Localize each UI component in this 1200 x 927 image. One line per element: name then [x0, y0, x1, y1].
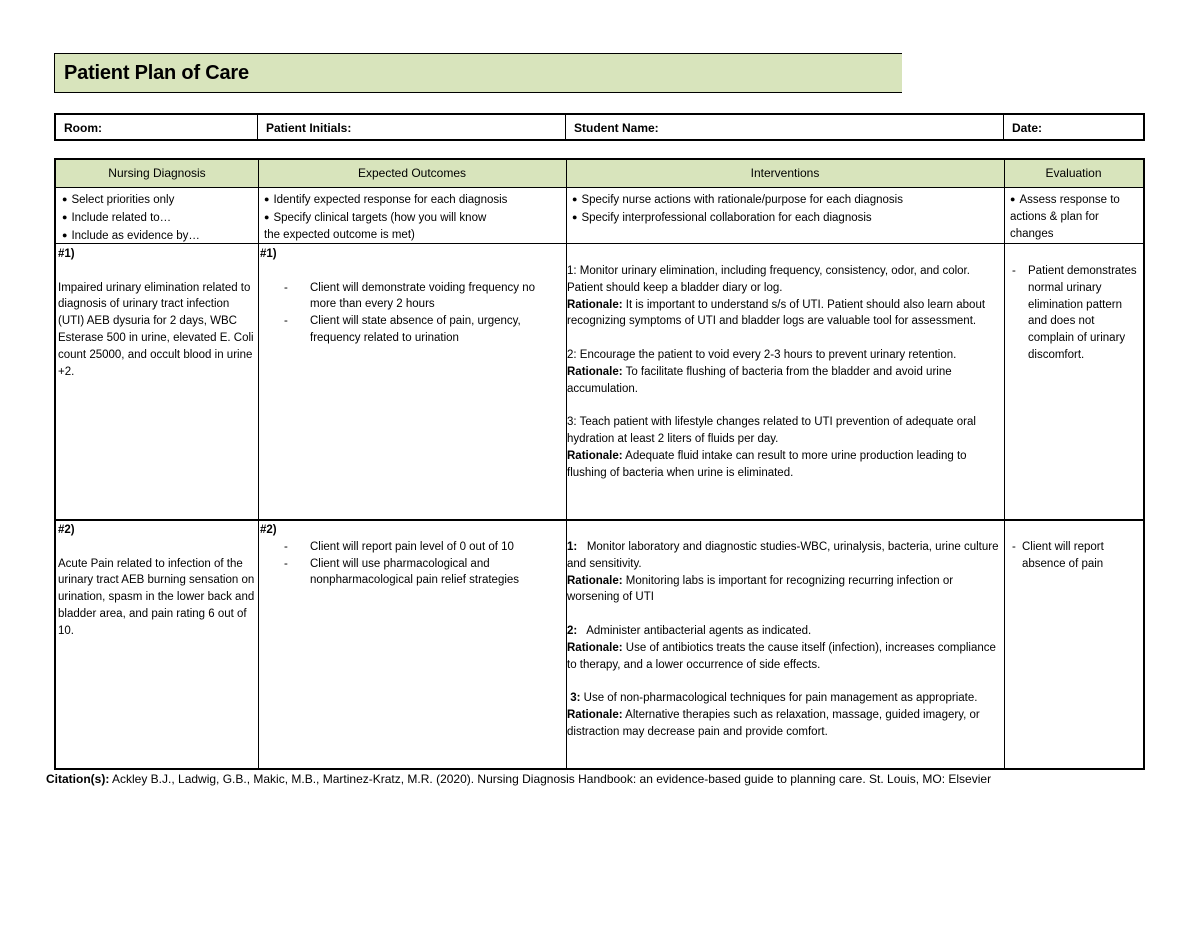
list-item: ● Identify expected response for each diagnosis [264, 194, 508, 206]
date-field[interactable]: Date: [1012, 121, 1043, 135]
intervention-item: 3: Teach patient with lifestyle changes related to UTI prevention of adequate oral hydration at least 2 liters of fluids per day. [567, 416, 976, 445]
intervention-item: 1: Monitor urinary elimination, including frequency, consistency, odor, and color. Patient should keep a bladder diary or log. [567, 265, 970, 294]
table-header [56, 160, 1143, 188]
outcomes-cell-1 [260, 246, 564, 347]
list-item: ● Specify clinical targets (how you will know [264, 211, 487, 224]
list-item: - Client will use pharmacological and nonpharmacological pain relief strategies [284, 557, 520, 587]
row-divider [56, 519, 1143, 521]
list-item: the expected outcome is met) [264, 228, 415, 241]
rationale: Rationale: Adequate fluid intake can result to more urine production leading to flushing of bacteria when urine is eliminated. [567, 449, 967, 479]
guidance-interventions [572, 191, 1000, 227]
outcome-number: #1) [260, 248, 277, 260]
bullet-icon: ● [572, 194, 578, 204]
diagnosis-text: Impaired urinary elimination related to diagnosis of urinary tract infection (UTI) AEB dysuria for 2 days, WBC Esterase 500 in urine, elevated E. Coli count 25000, and occult blood in urine +2. [58, 281, 254, 378]
citation [46, 772, 991, 786]
list-item: ● Include related to… [62, 211, 172, 224]
diagnosis-cell-2 [58, 522, 256, 640]
bullet-icon: ● [264, 211, 270, 222]
outcome-number: #2) [260, 524, 277, 536]
outcomes-cell-2 [260, 522, 564, 589]
diagnosis-number: #1) [58, 248, 75, 260]
list-item: ● Include as evidence by… [62, 229, 200, 242]
column-divider [1004, 160, 1005, 768]
patient-info-table [54, 113, 1145, 141]
list-item: - Patient demonstrates normal urinary elimination pattern and does not complain of urinary discomfort. [1012, 265, 1137, 361]
header-nursing-diagnosis: Nursing Diagnosis [108, 166, 206, 180]
citation-text: Ackley B.J., Ladwig, G.B., Makic, M.B., Martinez-Kratz, M.R. (2020). Nursing Diagnosis Handbook: an evidence-based guide to planning care. St. Louis, MO: Elsevier [112, 772, 992, 786]
intervention-item: 1: Monitor laboratory and diagnostic studies-WBC, urinalysis, bacteria, urine culture and sensitivity. [567, 541, 999, 570]
bullet-icon: ● [264, 194, 270, 204]
rationale: Rationale: Use of antibiotics treats the cause itself (infection), increases compliance to therapy, and a lower occurrence of side effects. [567, 641, 996, 671]
evaluation-cell-2 [1012, 539, 1142, 573]
rationale: Rationale: Alternative therapies such as relaxation, massage, guided imagery, or distraction may decrease pain and provide comfort. [567, 708, 980, 738]
header-expected-outcomes: Expected Outcomes [357, 166, 467, 180]
guidance-outcomes [264, 191, 562, 243]
intervention-item: 2: Encourage the patient to void every 2-3 hours to prevent urinary retention. [567, 348, 957, 361]
list-item: ● Specify interprofessional collaboration for each diagnosis [572, 211, 872, 224]
bullet-icon: ● [62, 194, 68, 204]
list-item: ● Specify nurse actions with rationale/purpose for each diagnosis [572, 194, 903, 206]
interventions-cell-2 [567, 539, 999, 741]
header-interventions: Interventions [750, 166, 820, 180]
care-plan-table [54, 158, 1145, 770]
guidance-diagnosis [62, 191, 254, 244]
student-name-field[interactable]: Student Name: [566, 115, 1004, 139]
intervention-item: 3: Use of non-pharmacological techniques for pain management as appropriate. [570, 692, 978, 705]
list-item: - Client will report absence of pain [1012, 541, 1104, 570]
guidance-evaluation [1010, 191, 1140, 242]
patient-initials-field[interactable]: Patient Initials: [258, 115, 566, 139]
diagnosis-number: #2) [58, 524, 75, 536]
list-item: - Client will report pain level of 0 out of 10 [284, 540, 514, 553]
header-evaluation: Evaluation [1045, 166, 1102, 180]
intervention-item: 2: Administer antibacterial agents as indicated. [567, 624, 812, 637]
rationale: Rationale: Monitoring labs is important for recognizing recurring infection or worsening of UTI [567, 574, 954, 604]
title-banner [54, 53, 902, 93]
list-item: ● Assess response to [1010, 194, 1120, 206]
rationale: Rationale: It is important to understand s/s of UTI. Patient should also learn about recognizing symptoms of UTI and bladder logs are valuable tool for assessment. [567, 298, 986, 328]
list-item: - Client will demonstrate voiding frequency no more than every 2 hours [284, 281, 536, 311]
list-item: - Client will state absence of pain, urgency, frequency related to urination [284, 315, 521, 344]
room-field[interactable]: Room: [56, 115, 258, 139]
interventions-cell-1 [567, 263, 999, 481]
rationale: Rationale: To facilitate flushing of bacteria from the bladder and avoid urine accumulation. [567, 365, 952, 395]
evaluation-cell-1 [1012, 263, 1142, 364]
diagnosis-text: Acute Pain related to infection of the urinary tract AEB burning sensation on urination, spasm in the lower back and bladder area, and pain rating 6 out of 10. [58, 557, 255, 637]
bullet-icon: ● [62, 229, 68, 240]
list-item: ● Select priorities only [62, 194, 175, 206]
bullet-icon: ● [572, 211, 578, 222]
citation-label: Citation(s): [46, 772, 110, 786]
list-item: actions & plan for [1010, 210, 1099, 223]
diagnosis-cell-1 [58, 246, 256, 380]
list-item: changes [1010, 227, 1054, 240]
bullet-icon: ● [1010, 194, 1016, 204]
column-divider [258, 160, 259, 768]
page-title: Patient Plan of Care [64, 62, 249, 84]
bullet-icon: ● [62, 211, 68, 222]
